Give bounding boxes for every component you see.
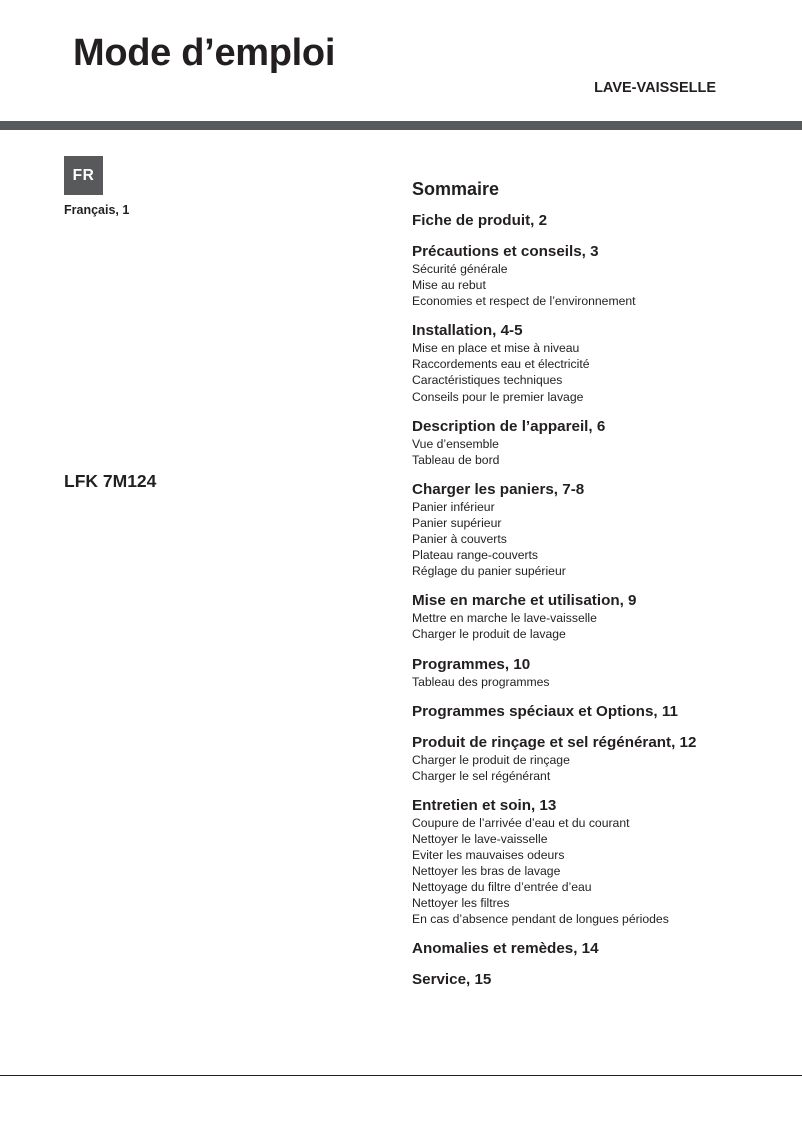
toc-heading: Sommaire <box>412 179 500 199</box>
toc-subsection-item: Panier à couverts <box>412 532 507 547</box>
toc-section-title: Produit de rinçage et sel régénérant, 12 <box>412 733 697 751</box>
toc-subsection-item: Nettoyer le lave-vaisselle <box>412 831 548 846</box>
toc-section <box>412 243 792 309</box>
toc-subsection-list <box>412 674 792 690</box>
toc-section <box>412 418 792 468</box>
toc-section-title: Mise en marche et utilisation, 9 <box>412 592 637 610</box>
toc-section <box>412 971 792 989</box>
toc-section-title: Anomalies et remèdes, 14 <box>412 940 599 958</box>
toc-subsection-item: Panier supérieur <box>412 515 502 530</box>
toc-section <box>412 322 792 404</box>
toc-section <box>412 656 792 690</box>
toc-subsection-item: Conseils pour le premier lavage <box>412 389 584 404</box>
toc-section-list <box>412 212 792 989</box>
toc-section <box>412 481 792 579</box>
toc-subsection-item: Nettoyage du filtre d’entrée d’eau <box>412 880 592 895</box>
toc-subsection-item: Réglage du panier supérieur <box>412 564 566 579</box>
toc-subsection-item: Charger le produit de rinçage <box>412 752 570 767</box>
toc-subsection-list <box>412 815 792 928</box>
toc-subsection-list <box>412 499 792 579</box>
language-badge: FR <box>64 156 103 195</box>
toc-section-title: Programmes spéciaux et Options, 11 <box>412 702 678 720</box>
toc-section-title: Description de l’appareil, 6 <box>412 417 606 435</box>
page-title: Mode d’emploi <box>73 32 336 74</box>
toc-subsection-item: En cas d’absence pendant de longues périodes <box>412 912 669 927</box>
toc-subsection-item: Nettoyer les bras de lavage <box>412 864 561 879</box>
toc-section-title: Fiche de produit, 2 <box>412 212 548 229</box>
toc-subsection-item: Mise en place et mise à niveau <box>412 341 580 356</box>
toc-subsection-item: Panier inférieur <box>412 499 495 514</box>
toc-subsection-item: Mise au rebut <box>412 278 486 293</box>
toc-subsection-list <box>412 340 792 404</box>
model-number: LFK 7M124 <box>64 471 157 491</box>
toc-subsection-list <box>412 261 792 309</box>
toc-section <box>412 797 792 928</box>
toc-subsection-item: Raccordements eau et électricité <box>412 357 590 372</box>
toc-subsection-item: Mettre en marche le lave-vaisselle <box>412 611 597 626</box>
footer-divider <box>0 1075 802 1076</box>
toc-subsection-item: Tableau de bord <box>412 452 500 467</box>
toc-subsection-item: Charger le sel régénérant <box>412 768 551 783</box>
toc-section-title: Installation, 4-5 <box>412 322 523 340</box>
toc-subsection-item: Economies et respect de l’environnement <box>412 294 636 309</box>
header-divider-bar <box>0 121 802 130</box>
toc-subsection-item: Caractéristiques techniques <box>412 373 563 388</box>
toc-section <box>412 212 792 230</box>
toc-section <box>412 734 792 784</box>
toc-subsection-item: Nettoyer les filtres <box>412 896 510 911</box>
toc-section-title: Programmes, 10 <box>412 655 531 673</box>
toc-subsection-list <box>412 610 792 642</box>
toc-subsection-item: Tableau des programmes <box>412 674 550 689</box>
product-category: LAVE-VAISSELLE <box>594 80 716 96</box>
toc-section <box>412 703 792 721</box>
toc-subsection-list <box>412 436 792 468</box>
toc-subsection-item: Sécurité générale <box>412 262 508 276</box>
toc-section-title: Charger les paniers, 7-8 <box>412 480 585 498</box>
toc-subsection-item: Vue d’ensemble <box>412 436 499 451</box>
toc-section <box>412 592 792 642</box>
toc-section-title: Précautions et conseils, 3 <box>412 243 599 260</box>
toc-section-title: Entretien et soin, 13 <box>412 796 557 814</box>
toc-subsection-item: Charger le produit de lavage <box>412 627 566 642</box>
toc-section-title: Service, 15 <box>412 971 492 989</box>
table-of-contents <box>412 178 792 1002</box>
language-label: Français, 1 <box>64 203 130 217</box>
toc-section <box>412 940 792 958</box>
toc-subsection-item: Plateau range-couverts <box>412 548 539 563</box>
toc-subsection-item: Eviter les mauvaises odeurs <box>412 847 565 862</box>
toc-subsection-list <box>412 752 792 784</box>
toc-subsection-item: Coupure de l’arrivée d’eau et du courant <box>412 815 630 830</box>
